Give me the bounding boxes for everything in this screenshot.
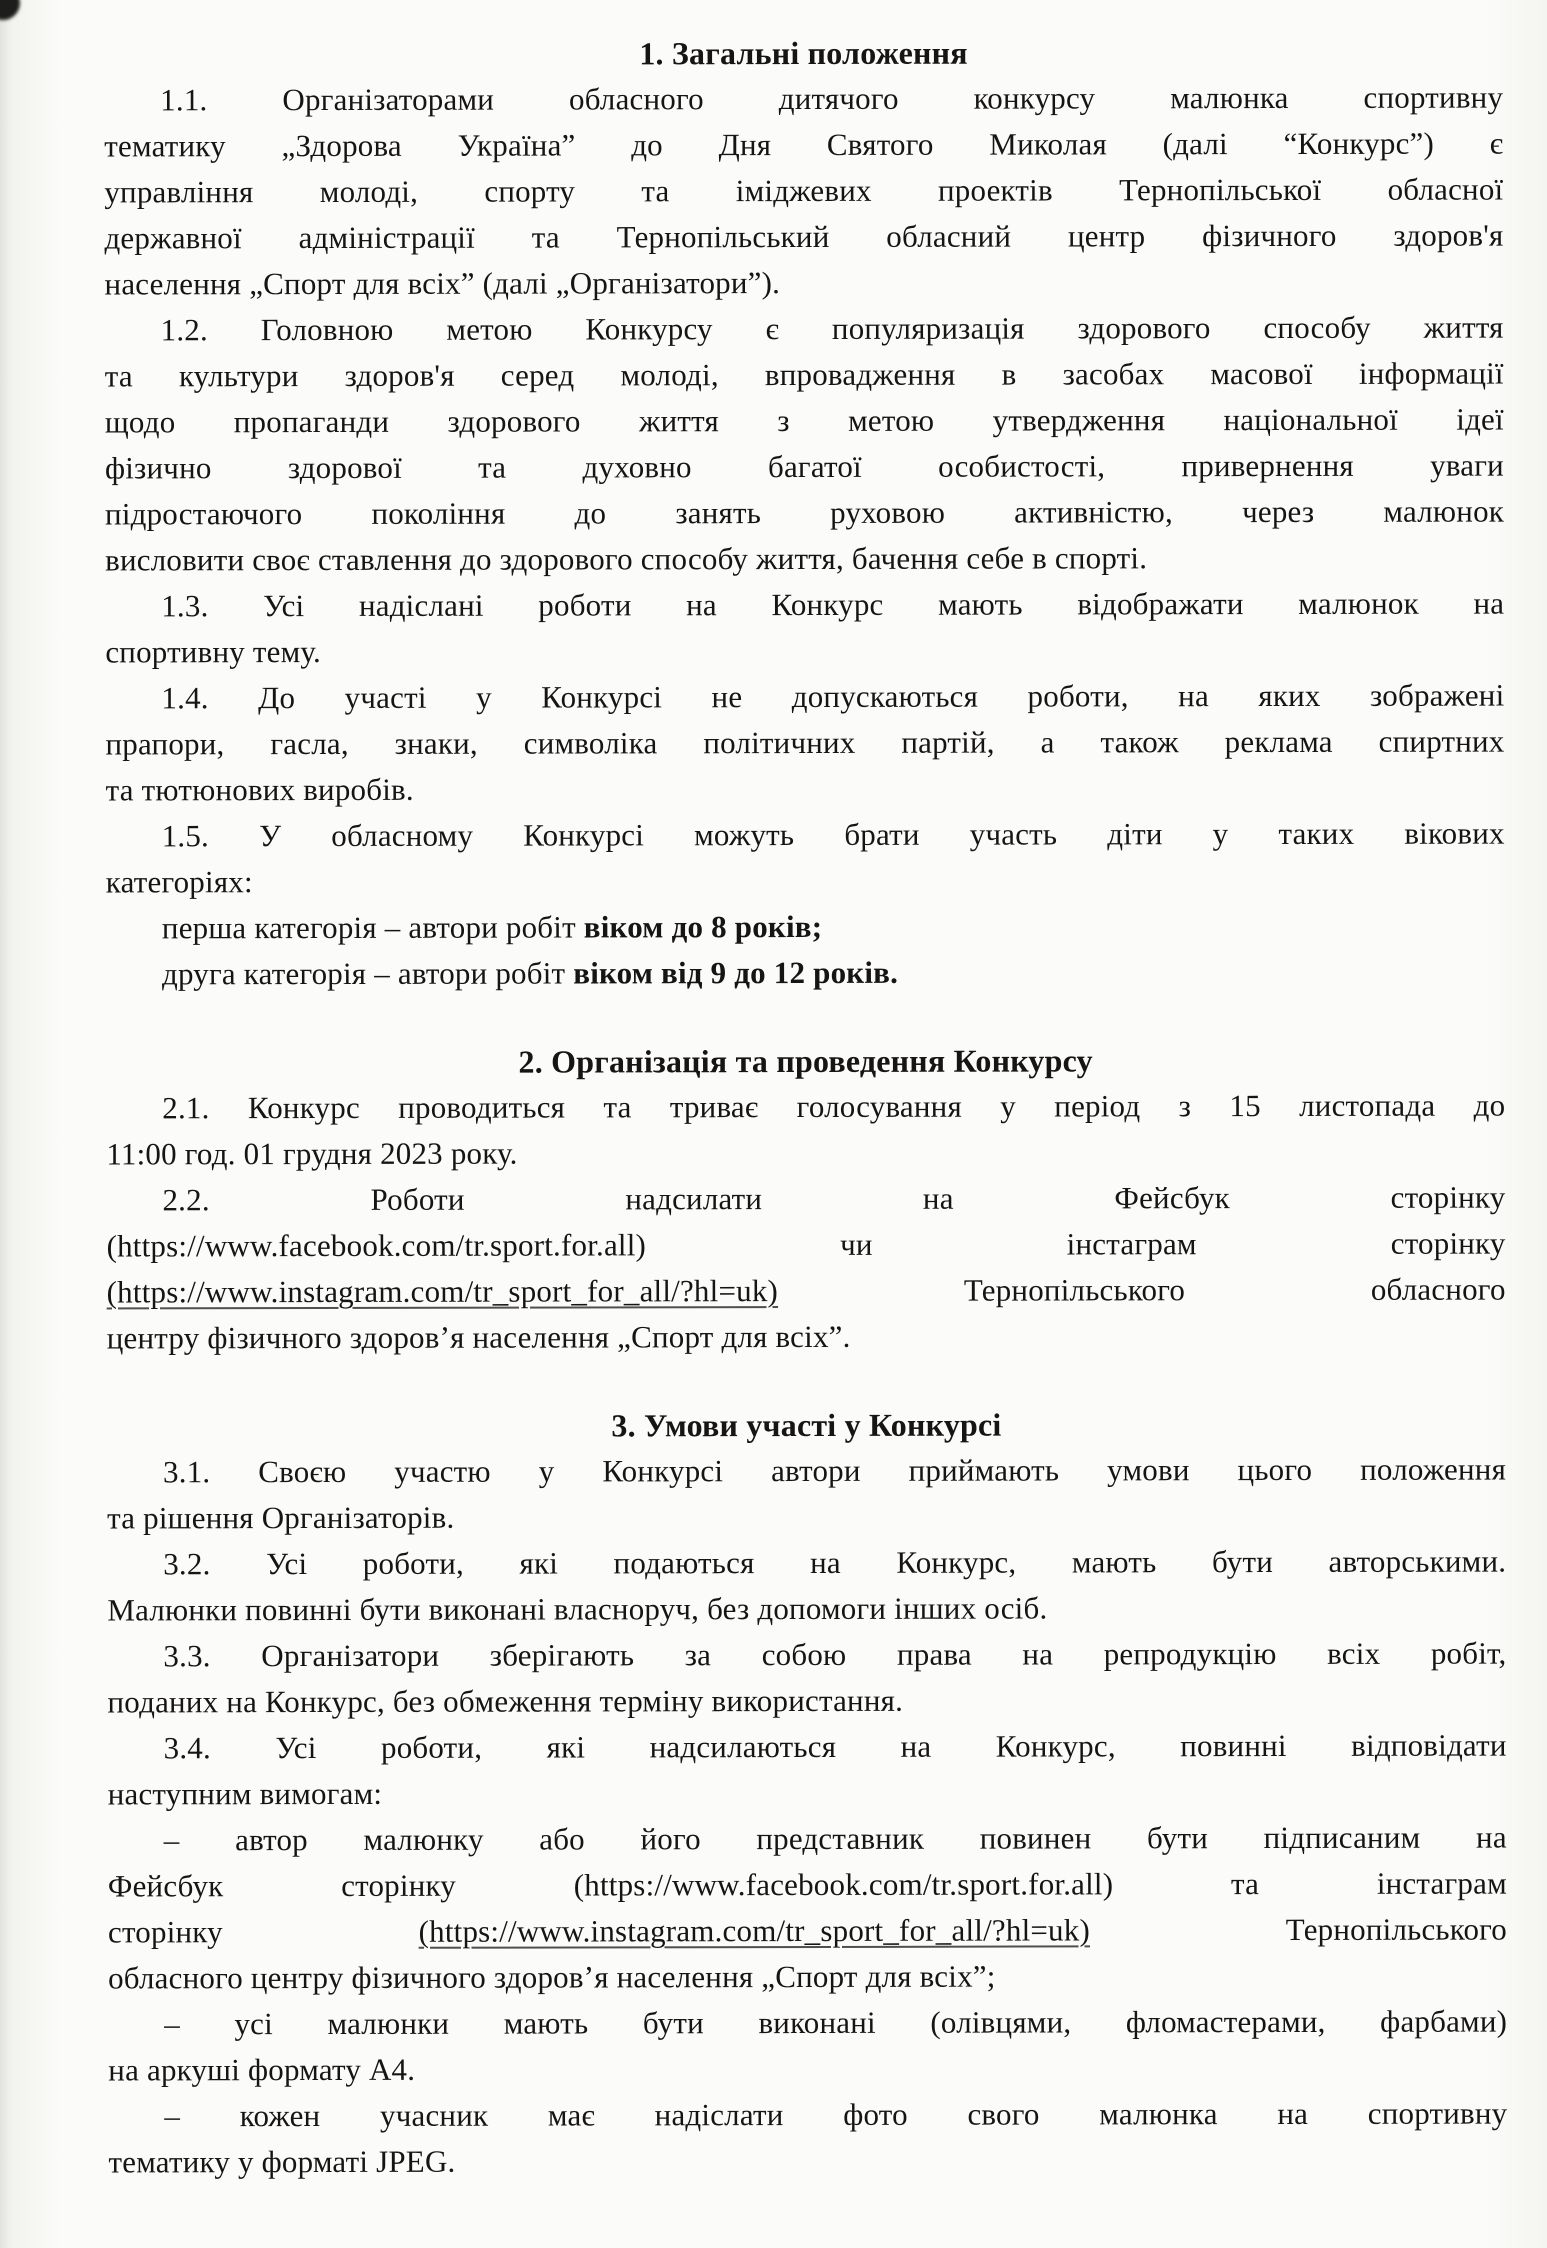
text-line: 2.1. Конкурс проводиться та триває голосування у період з 15 листопада до [162, 1087, 1506, 1126]
paragraph-1-5 [106, 811, 1505, 906]
instagram-url: (https://www.instagram.com/tr_sport_for_all/?hl=uk) [106, 1273, 779, 1310]
text-line: Фейсбук сторінку (https://www.facebook.com/tr.sport.for.all) та інстаграм [107, 1865, 1507, 1904]
text-line [107, 1267, 1506, 1316]
text-line: фізично здорової та духовно багатої особистості, привернення уваги [104, 447, 1504, 486]
text-line: та тютюнових виробів. [105, 771, 414, 808]
age-category-second [106, 949, 1505, 998]
requirement-item-materials [108, 1999, 1507, 2094]
text-line: 3.4. Усі роботи, які надсилаються на Конкурс, повинні відповідати [163, 1727, 1507, 1766]
text-line: центру фізичного здоров’я населення „Спорт для всіх”. [106, 1318, 851, 1356]
text-line: прапори, гасла, знаки, символіка політичних партій, а також реклама спиртних [105, 723, 1505, 762]
text-line: тематику „Здорова Україна” до Дня Святого Миколая (далі “Конкурс”) є [104, 125, 1504, 164]
text-line: та рішення Організаторів. [107, 1499, 455, 1536]
text-line: 3.1. Своєю участю у Конкурсі автори приймають умови цього положення [162, 1451, 1507, 1490]
text-line: категоріях: [105, 864, 253, 900]
text-line: 11:00 год. 01 грудня 2023 року. [106, 1135, 518, 1172]
age-category-first [106, 903, 1505, 952]
text-line: тематику у форматі JPEG. [108, 2143, 456, 2180]
text-line [108, 1907, 1507, 1956]
text-line: обласного центру фізичного здоров’я населення „Спорт для всіх”; [108, 1958, 996, 1996]
text-line: 3.3. Організатори зберігають за собою права на репродукцію всіх робіт, [163, 1635, 1507, 1674]
text-line: 1.1. Організаторами обласного дитячого конкурсу малюнка спортивну [160, 79, 1504, 118]
text-line: Малюнки повинні бути виконані власноруч, без допомоги інших осіб. [107, 1590, 1048, 1628]
text-line: 2.2. Роботи надсилати на Фейсбук сторінку [162, 1179, 1506, 1218]
paragraph-2-1 [106, 1083, 1505, 1178]
text-line: управління молоді, спорту та іміджевих проектів Тернопільської обласної [104, 171, 1504, 210]
text-line: (https://www.facebook.com/tr.sport.for.all) чи інстаграм сторінку [106, 1225, 1506, 1264]
instagram-url: (https://www.instagram.com/tr_sport_for_all/?hl=uk) [418, 1912, 1091, 1949]
paragraph-3-2 [107, 1539, 1506, 1634]
text-segment: Тернопільського обласного [777, 1271, 1506, 1309]
text-line: державної адміністрації та Тернопільський обласний центр фізичного здоров'я [104, 217, 1504, 256]
requirement-item-signup [108, 1815, 1507, 2002]
paragraph-3-4 [108, 1723, 1507, 1818]
text-line: населення „Спорт для всіх” (далі „Організатори”). [104, 265, 781, 302]
text-line: – кожен учасник має надіслати фото свого малюнка на спортивну [164, 2095, 1508, 2134]
requirement-item-photo-format [108, 2091, 1507, 2186]
category-text: друга категорія – автори робіт [161, 955, 574, 992]
text-line: 3.2. Усі роботи, які подаються на Конкурс, мають бути авторськими. [163, 1543, 1507, 1582]
category-age-bold: віком до 8 років; [583, 908, 823, 945]
text-line: поданих на Конкурс, без обмеження терміну використання. [107, 1682, 904, 1720]
text-line: 1.2. Головною метою Конкурсу є популяризація здорового способу життя [160, 309, 1504, 348]
paragraph-1-1 [104, 75, 1503, 308]
paragraph-3-3 [107, 1631, 1506, 1726]
text-line: на аркуші формату А4. [108, 2051, 416, 2088]
text-line: наступним вимогам: [107, 1775, 383, 1812]
text-segment: Тернопільського [1089, 1911, 1508, 1948]
text-line: 1.3. Усі надіслані роботи на Конкурс мають відображати малюнок на [161, 585, 1505, 624]
text-line: 1.5. У обласному Конкурсі можуть брати участь діти у таких вікових [161, 815, 1505, 854]
document-body [104, 29, 1508, 2186]
paragraph-1-3 [105, 581, 1504, 676]
text-line: та культури здоров'я серед молоді, впровадження в засобах масової інформації [104, 355, 1504, 394]
paragraph-1-2 [105, 305, 1505, 584]
text-line: спортивну тему. [105, 634, 321, 670]
text-line: щодо пропаганди здорового життя з метою утвердження національної ідеї [104, 401, 1504, 440]
category-age-bold: віком від 9 до 12 років. [573, 954, 899, 991]
section-heading-2: 2. Організація та проведення Конкурсу [518, 1042, 1093, 1080]
section-heading-3: 3. Умови участі у Конкурсі [611, 1406, 1002, 1444]
section-heading-1: 1. Загальні положення [639, 34, 968, 72]
category-text: перша категорія – автори робіт [161, 909, 584, 946]
paragraph-1-4 [105, 673, 1504, 814]
paragraph-2-2 [106, 1175, 1505, 1362]
text-line: – усі малюнки мають бути виконані (олівцями, фломастерами, фарбами) [164, 2003, 1508, 2042]
scan-corner-artifact [0, 0, 20, 20]
text-line: 1.4. До участі у Конкурсі не допускаються роботи, на яких зображені [161, 677, 1505, 716]
text-segment: сторінку [107, 1913, 419, 1950]
text-line: – автор малюнку або його представник повинен бути підписаним на [163, 1819, 1507, 1858]
text-line: висловити своє ставлення до здорового способу життя, бачення себе в спорті. [105, 540, 1148, 578]
text-line: підростаючого покоління до занять руховою активністю, через малюнок [104, 493, 1505, 532]
paragraph-3-1 [107, 1447, 1506, 1542]
